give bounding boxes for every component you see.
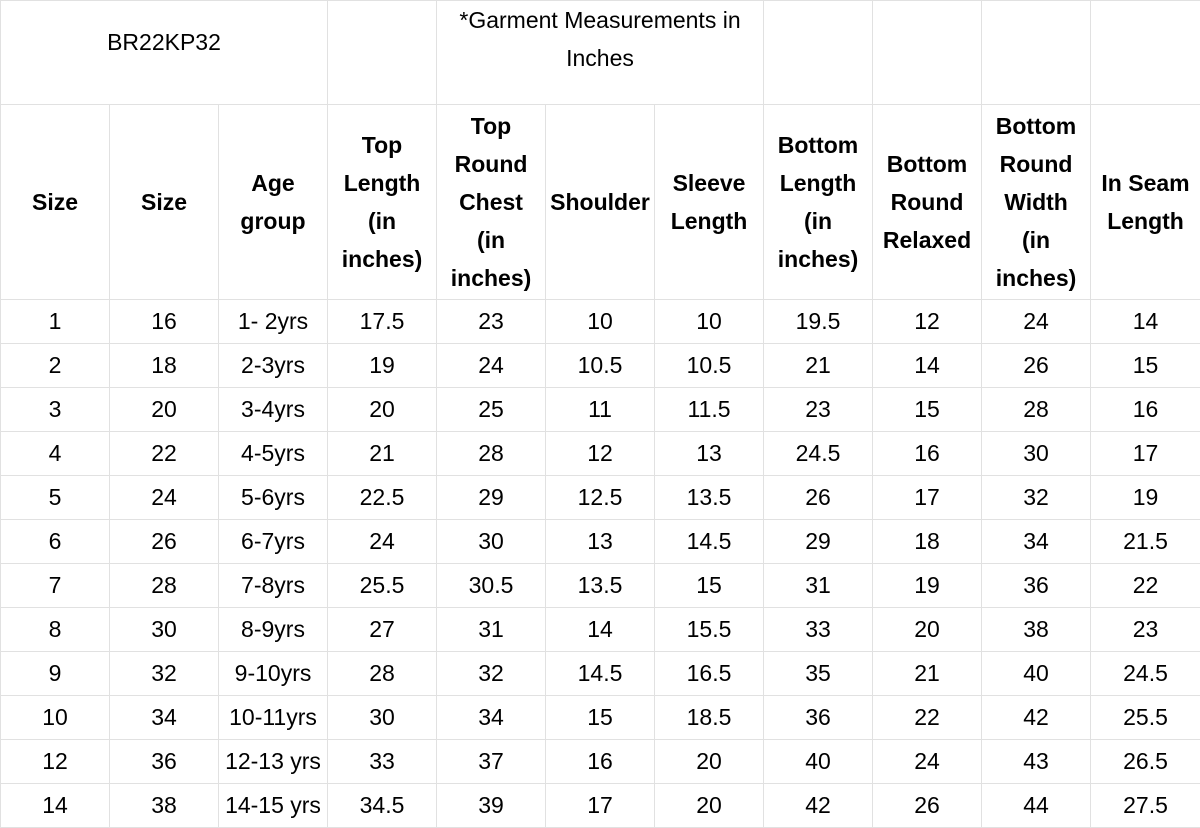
age-group-cell: 5-6yrs: [219, 476, 328, 520]
header-label: Size: [141, 183, 187, 221]
header-label: In Seam Length: [1096, 164, 1196, 240]
header-top-round-chest: [437, 105, 546, 300]
shoulder-cell: 10.5: [546, 344, 655, 388]
in-seam-length-cell: 17: [1091, 432, 1200, 476]
size-numeric-cell: 24: [110, 476, 219, 520]
bottom-round-width-cell: 42: [982, 696, 1091, 740]
top-length-cell: 19: [328, 344, 437, 388]
table-row: [1, 608, 1200, 652]
title-blank-cell: [873, 1, 982, 105]
size-cell: 8: [1, 608, 110, 652]
shoulder-cell: 14.5: [546, 652, 655, 696]
top-round-chest-cell: 34: [437, 696, 546, 740]
age-group-cell: 12-13 yrs: [219, 740, 328, 784]
table-row: [1, 740, 1200, 784]
age-group-cell: 3-4yrs: [219, 388, 328, 432]
size-numeric-cell: 16: [110, 300, 219, 344]
top-round-chest-cell: 23: [437, 300, 546, 344]
table-row: [1, 520, 1200, 564]
bottom-round-relaxed-cell: 17: [873, 476, 982, 520]
top-length-cell: 27: [328, 608, 437, 652]
header-label: Bottom Length (in inches): [771, 126, 866, 278]
header-label: Bottom Round Relaxed: [880, 145, 975, 259]
header-label: Top Length (in inches): [337, 126, 427, 278]
top-round-chest-cell: 25: [437, 388, 546, 432]
shoulder-cell: 17: [546, 784, 655, 828]
shoulder-cell: 12.5: [546, 476, 655, 520]
sleeve-length-cell: 20: [655, 740, 764, 784]
title-blank-cell: [328, 1, 437, 105]
age-group-cell: 7-8yrs: [219, 564, 328, 608]
bottom-round-width-cell: 43: [982, 740, 1091, 784]
bottom-round-width-cell: 40: [982, 652, 1091, 696]
table-row: [1, 476, 1200, 520]
size-numeric-cell: 38: [110, 784, 219, 828]
size-cell: 6: [1, 520, 110, 564]
size-numeric-cell: 26: [110, 520, 219, 564]
measurements-note: *Garment Measurements in Inches: [437, 1, 764, 105]
header-label: Age group: [233, 164, 313, 240]
bottom-round-relaxed-cell: 14: [873, 344, 982, 388]
top-length-cell: 20: [328, 388, 437, 432]
sleeve-length-cell: 11.5: [655, 388, 764, 432]
bottom-round-relaxed-cell: 20: [873, 608, 982, 652]
size-numeric-cell: 18: [110, 344, 219, 388]
in-seam-length-cell: 23: [1091, 608, 1200, 652]
sleeve-length-cell: 20: [655, 784, 764, 828]
header-top-length: [328, 105, 437, 300]
shoulder-cell: 14: [546, 608, 655, 652]
bottom-round-relaxed-cell: 24: [873, 740, 982, 784]
shoulder-cell: 10: [546, 300, 655, 344]
bottom-length-cell: 35: [764, 652, 873, 696]
in-seam-length-cell: 15: [1091, 344, 1200, 388]
bottom-length-cell: 40: [764, 740, 873, 784]
size-cell: 7: [1, 564, 110, 608]
bottom-round-width-cell: 30: [982, 432, 1091, 476]
table-row: [1, 300, 1200, 344]
shoulder-cell: 13.5: [546, 564, 655, 608]
header-bottom-round-width: [982, 105, 1091, 300]
in-seam-length-cell: 24.5: [1091, 652, 1200, 696]
sleeve-length-cell: 10.5: [655, 344, 764, 388]
table-row: [1, 652, 1200, 696]
header-label: Sleeve Length: [664, 164, 754, 240]
sleeve-length-cell: 18.5: [655, 696, 764, 740]
bottom-round-width-cell: 34: [982, 520, 1091, 564]
bottom-length-cell: 23: [764, 388, 873, 432]
bottom-round-relaxed-cell: 26: [873, 784, 982, 828]
size-cell: 5: [1, 476, 110, 520]
bottom-round-relaxed-cell: 15: [873, 388, 982, 432]
size-cell: 1: [1, 300, 110, 344]
bottom-round-width-cell: 44: [982, 784, 1091, 828]
size-numeric-cell: 30: [110, 608, 219, 652]
header-bottom-length: [764, 105, 873, 300]
header-in-seam-length: [1091, 105, 1200, 300]
in-seam-length-cell: 21.5: [1091, 520, 1200, 564]
in-seam-length-cell: 25.5: [1091, 696, 1200, 740]
sleeve-length-cell: 16.5: [655, 652, 764, 696]
top-round-chest-cell: 24: [437, 344, 546, 388]
bottom-length-cell: 42: [764, 784, 873, 828]
shoulder-cell: 11: [546, 388, 655, 432]
size-numeric-cell: 32: [110, 652, 219, 696]
bottom-length-cell: 26: [764, 476, 873, 520]
size-numeric-cell: 22: [110, 432, 219, 476]
size-numeric-cell: 20: [110, 388, 219, 432]
shoulder-cell: 13: [546, 520, 655, 564]
size-cell: 3: [1, 388, 110, 432]
in-seam-length-cell: 16: [1091, 388, 1200, 432]
top-round-chest-cell: 30: [437, 520, 546, 564]
shoulder-cell: 16: [546, 740, 655, 784]
header-label: Shoulder: [550, 183, 650, 221]
bottom-length-cell: 19.5: [764, 300, 873, 344]
age-group-cell: 2-3yrs: [219, 344, 328, 388]
top-round-chest-cell: 31: [437, 608, 546, 652]
header-age-group: [219, 105, 328, 300]
sleeve-length-cell: 10: [655, 300, 764, 344]
header-shoulder: [546, 105, 655, 300]
header-bottom-round-relaxed: [873, 105, 982, 300]
age-group-cell: 8-9yrs: [219, 608, 328, 652]
bottom-round-relaxed-cell: 18: [873, 520, 982, 564]
header-label: Top Round Chest (in inches): [446, 107, 536, 297]
bottom-length-cell: 36: [764, 696, 873, 740]
sleeve-length-cell: 13.5: [655, 476, 764, 520]
table-row: [1, 696, 1200, 740]
top-round-chest-cell: 37: [437, 740, 546, 784]
top-length-cell: 34.5: [328, 784, 437, 828]
in-seam-length-cell: 22: [1091, 564, 1200, 608]
top-length-cell: 24: [328, 520, 437, 564]
table-row: [1, 784, 1200, 828]
top-length-cell: 28: [328, 652, 437, 696]
size-numeric-cell: 34: [110, 696, 219, 740]
table-row: [1, 388, 1200, 432]
bottom-length-cell: 21: [764, 344, 873, 388]
age-group-cell: 14-15 yrs: [219, 784, 328, 828]
top-round-chest-cell: 30.5: [437, 564, 546, 608]
header-row: [1, 105, 1200, 300]
table-row: [1, 344, 1200, 388]
size-numeric-cell: 36: [110, 740, 219, 784]
bottom-round-relaxed-cell: 19: [873, 564, 982, 608]
bottom-round-width-cell: 28: [982, 388, 1091, 432]
size-cell: 14: [1, 784, 110, 828]
age-group-cell: 4-5yrs: [219, 432, 328, 476]
bottom-round-relaxed-cell: 21: [873, 652, 982, 696]
size-cell: 9: [1, 652, 110, 696]
top-length-cell: 25.5: [328, 564, 437, 608]
table-row: [1, 564, 1200, 608]
in-seam-length-cell: 27.5: [1091, 784, 1200, 828]
bottom-round-width-cell: 26: [982, 344, 1091, 388]
in-seam-length-cell: 19: [1091, 476, 1200, 520]
in-seam-length-cell: 26.5: [1091, 740, 1200, 784]
title-blank-cell: [1091, 1, 1200, 105]
table-row: [1, 432, 1200, 476]
size-cell: 10: [1, 696, 110, 740]
top-length-cell: 30: [328, 696, 437, 740]
top-round-chest-cell: 29: [437, 476, 546, 520]
size-numeric-cell: 28: [110, 564, 219, 608]
bottom-round-relaxed-cell: 16: [873, 432, 982, 476]
top-length-cell: 21: [328, 432, 437, 476]
header-sleeve-length: [655, 105, 764, 300]
bottom-length-cell: 33: [764, 608, 873, 652]
header-label: Size: [32, 183, 78, 221]
top-round-chest-cell: 28: [437, 432, 546, 476]
title-row: [1, 1, 1200, 105]
header-size: [1, 105, 110, 300]
sleeve-length-cell: 15.5: [655, 608, 764, 652]
bottom-round-width-cell: 24: [982, 300, 1091, 344]
sleeve-length-cell: 13: [655, 432, 764, 476]
top-round-chest-cell: 32: [437, 652, 546, 696]
sleeve-length-cell: 15: [655, 564, 764, 608]
bottom-length-cell: 29: [764, 520, 873, 564]
age-group-cell: 6-7yrs: [219, 520, 328, 564]
age-group-cell: 1- 2yrs: [219, 300, 328, 344]
size-cell: 4: [1, 432, 110, 476]
bottom-round-relaxed-cell: 12: [873, 300, 982, 344]
bottom-round-relaxed-cell: 22: [873, 696, 982, 740]
top-round-chest-cell: 39: [437, 784, 546, 828]
header-label: Bottom Round Width (in inches): [989, 107, 1084, 297]
title-blank-cell: [982, 1, 1091, 105]
top-length-cell: 17.5: [328, 300, 437, 344]
age-group-cell: 10-11yrs: [219, 696, 328, 740]
title-blank-cell: [764, 1, 873, 105]
in-seam-length-cell: 14: [1091, 300, 1200, 344]
bottom-length-cell: 31: [764, 564, 873, 608]
size-cell: 2: [1, 344, 110, 388]
product-code: BR22KP32: [1, 1, 328, 105]
sleeve-length-cell: 14.5: [655, 520, 764, 564]
header-size-numeric: [110, 105, 219, 300]
size-cell: 12: [1, 740, 110, 784]
shoulder-cell: 15: [546, 696, 655, 740]
top-length-cell: 22.5: [328, 476, 437, 520]
bottom-round-width-cell: 36: [982, 564, 1091, 608]
shoulder-cell: 12: [546, 432, 655, 476]
bottom-length-cell: 24.5: [764, 432, 873, 476]
top-length-cell: 33: [328, 740, 437, 784]
bottom-round-width-cell: 38: [982, 608, 1091, 652]
bottom-round-width-cell: 32: [982, 476, 1091, 520]
age-group-cell: 9-10yrs: [219, 652, 328, 696]
